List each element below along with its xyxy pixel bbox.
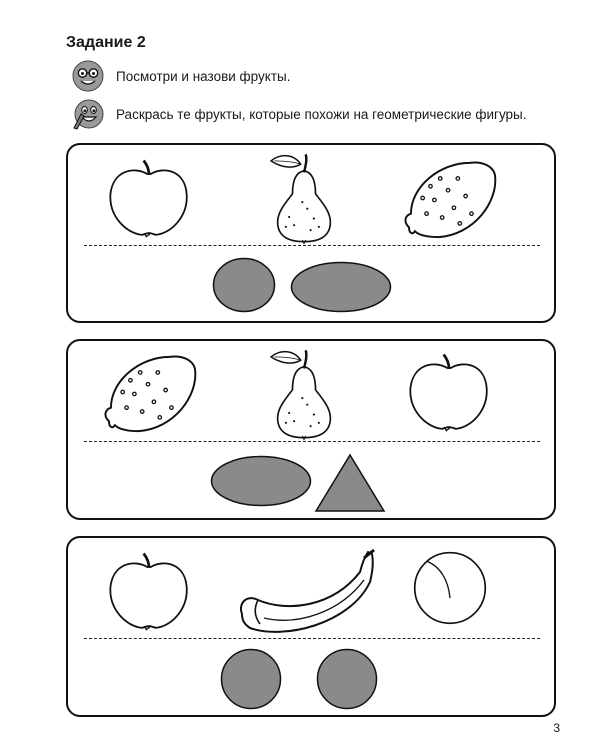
triangle-shape: [314, 453, 386, 513]
instruction-look: [72, 60, 290, 92]
glasses-smiley-icon: [72, 60, 104, 92]
exercise-panel-1: [66, 143, 556, 323]
page-number: 3: [553, 721, 560, 735]
divider-line: [84, 245, 540, 246]
circle-shape: [316, 648, 378, 710]
instruction-look-text: Посмотри и назови фрукты.: [116, 68, 291, 84]
pear-icon: [264, 151, 344, 245]
apple-icon: [106, 153, 192, 245]
exercise-panel-2: [66, 339, 556, 520]
circle-shape: [220, 648, 282, 710]
apple-icon: [106, 546, 192, 638]
ellipse-shape: [290, 261, 392, 313]
lemon-icon: [100, 351, 200, 435]
lemon-icon: [400, 157, 500, 241]
instruction-color: [72, 98, 527, 130]
banana-icon: [236, 544, 376, 636]
ellipse-shape: [210, 455, 312, 507]
circle-shape: [212, 257, 276, 313]
exercise-panel-3: [66, 536, 556, 717]
task-title: Задание 2: [66, 34, 146, 51]
pencil-smiley-icon: [72, 98, 104, 130]
apple-icon: [406, 347, 492, 439]
instruction-color-text: Раскрась те фрукты, которые похожи на геометрические фигуры.: [116, 106, 527, 122]
divider-line: [84, 441, 540, 442]
pear-icon: [264, 347, 344, 441]
divider-line: [84, 638, 540, 639]
peach-icon: [408, 546, 492, 630]
